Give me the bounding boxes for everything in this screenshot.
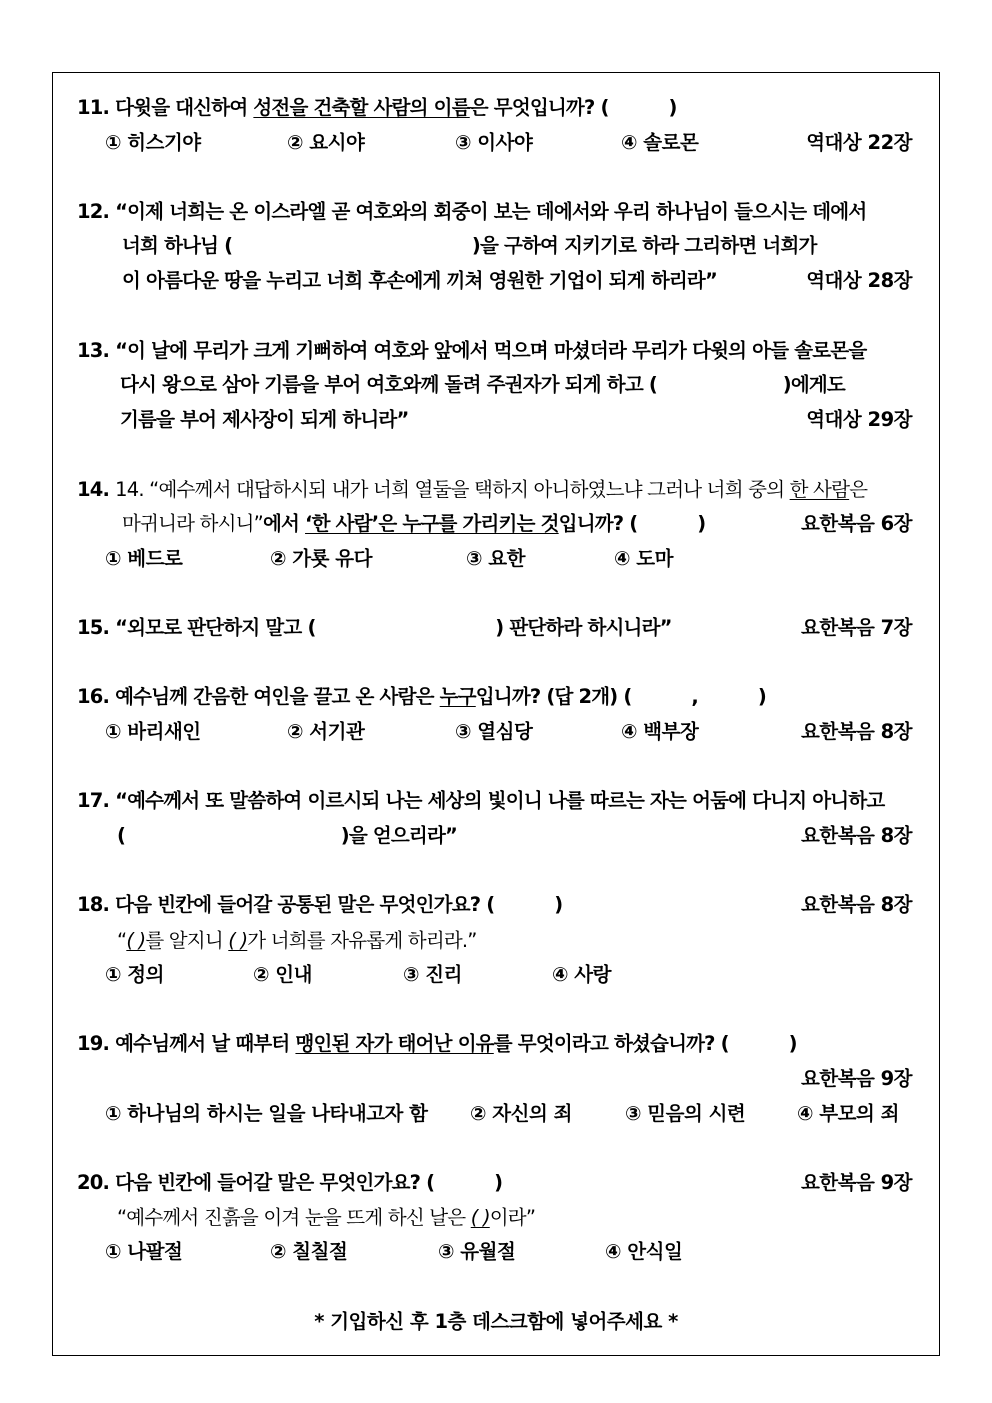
q20-option-2: ② 칠칠절: [270, 1240, 348, 1263]
q17-source: 요한복음 8장: [800, 824, 912, 847]
q20-option-1: ① 나팔절: [105, 1240, 183, 1263]
q16-option-1: ① 바리새인: [105, 720, 201, 743]
question-16: 16. 예수님께 간음한 여인을 끌고 온 사람은 누구입니까? (답 2개) ( , ): [77, 685, 767, 708]
q11-source: 역대상 22장: [806, 131, 912, 154]
q18-source: 요한복음 8장: [800, 893, 912, 916]
question-18: 18. 다음 빈칸에 들어갈 공통된 말은 무엇인가요? ( ): [77, 893, 563, 916]
q18-option-1: ① 정의: [105, 963, 164, 986]
q20-option-3: ③ 유월절: [438, 1240, 516, 1263]
q20-source: 요한복음 9장: [800, 1171, 912, 1194]
footer-instruction: * 기입하신 후 1층 데스크함에 넣어주세요 *: [314, 1310, 678, 1333]
question-13-line-2: 다시 왕으로 삼아 기름을 부어 여호와께 돌려 주권자가 되게 하고 ( )에게도: [120, 373, 845, 396]
q16-source: 요한복음 8장: [800, 720, 912, 743]
q18-option-3: ③ 진리: [403, 963, 462, 986]
question-12-line-3: 이 아름다운 땅을 누리고 너희 후손에게 끼쳐 영원한 기업이 되게 하리라”: [122, 269, 717, 292]
q14-option-4: ④ 도마: [614, 547, 673, 570]
q14-option-2: ② 가룟 유다: [270, 547, 372, 570]
q13-source: 역대상 29장: [806, 408, 912, 431]
q20-option-4: ④ 안식일: [605, 1240, 683, 1263]
question-20: 20. 다음 빈칸에 들어갈 말은 무엇인가요? ( ): [77, 1171, 503, 1194]
q12-source: 역대상 28장: [806, 269, 912, 292]
q19-option-2: ② 자신의 죄: [470, 1102, 572, 1125]
q16-option-3: ③ 열심당: [455, 720, 533, 743]
q18-option-2: ② 인내: [253, 963, 312, 986]
question-11: 11. 다윗을 대신하여 성전을 건축할 사람의 이름은 무엇입니까? ( ): [77, 96, 677, 119]
q15-source: 요한복음 7장: [800, 616, 912, 639]
q16-option-2: ② 서기관: [287, 720, 365, 743]
q11-option-4: ④ 솔로몬: [621, 131, 699, 154]
question-13-line-3: 기름을 부어 제사장이 되게 하니라”: [120, 408, 409, 431]
page-frame: [52, 72, 940, 1356]
q19-option-1: ① 하나님의 하시는 일을 나타내고자 함: [105, 1102, 428, 1125]
q11-option-3: ③ 이사야: [455, 131, 533, 154]
q11-option-2: ② 요시야: [287, 131, 365, 154]
question-19: 19. 예수님께서 날 때부터 맹인된 자가 태어난 이유를 무엇이라고 하셨습니까? ( ): [77, 1032, 797, 1055]
q18-quote: “( )를 알지니 ( )가 너희를 자유롭게 하리라.”: [117, 929, 477, 952]
q11-option-1: ① 히스기야: [105, 131, 201, 154]
question-15: 15. “외모로 판단하지 말고 ( ) 판단하라 하시니라”: [77, 616, 672, 639]
question-17-line-2: ( )을 얻으리라”: [117, 824, 458, 847]
question-12-line-1: 12. “이제 너희는 온 이스라엘 곧 여호와의 회중이 보는 데에서와 우리 하나님이 들으시는 데에서: [77, 200, 867, 223]
question-14-line-2: 마귀니라 하시니”에서 ‘한 사람’은 누구를 가리키는 것입니까? ( ): [122, 512, 706, 535]
q16-option-4: ④ 백부장: [621, 720, 699, 743]
q19-option-4: ④ 부모의 죄: [797, 1102, 899, 1125]
q14-source: 요한복음 6장: [800, 512, 912, 535]
q19-option-3: ③ 믿음의 시련: [625, 1102, 746, 1125]
q20-quote: “예수께서 진흙을 이겨 눈을 뜨게 하신 날은 ( )이라”: [117, 1206, 536, 1229]
question-12-line-2: 너희 하나님 ( )을 구하여 지키기로 하라 그리하면 너희가: [122, 234, 817, 257]
question-14-line-1: 14. 14. “예수께서 대답하시되 내가 너희 열둘을 택하지 아니하였느냐 그러나 너희 중의 한 사람은: [77, 478, 868, 501]
q14-option-1: ① 베드로: [105, 547, 183, 570]
q14-option-3: ③ 요한: [466, 547, 525, 570]
q18-option-4: ④ 사랑: [552, 963, 611, 986]
q19-source: 요한복음 9장: [800, 1067, 912, 1090]
question-13-line-1: 13. “이 날에 무리가 크게 기뻐하여 여호와 앞에서 먹으며 마셨더라 무리가 다윗의 아들 솔로몬을: [77, 339, 867, 362]
question-17-line-1: 17. “예수께서 또 말씀하여 이르시되 나는 세상의 빛이니 나를 따르는 자는 어둠에 다니지 아니하고: [77, 789, 885, 812]
